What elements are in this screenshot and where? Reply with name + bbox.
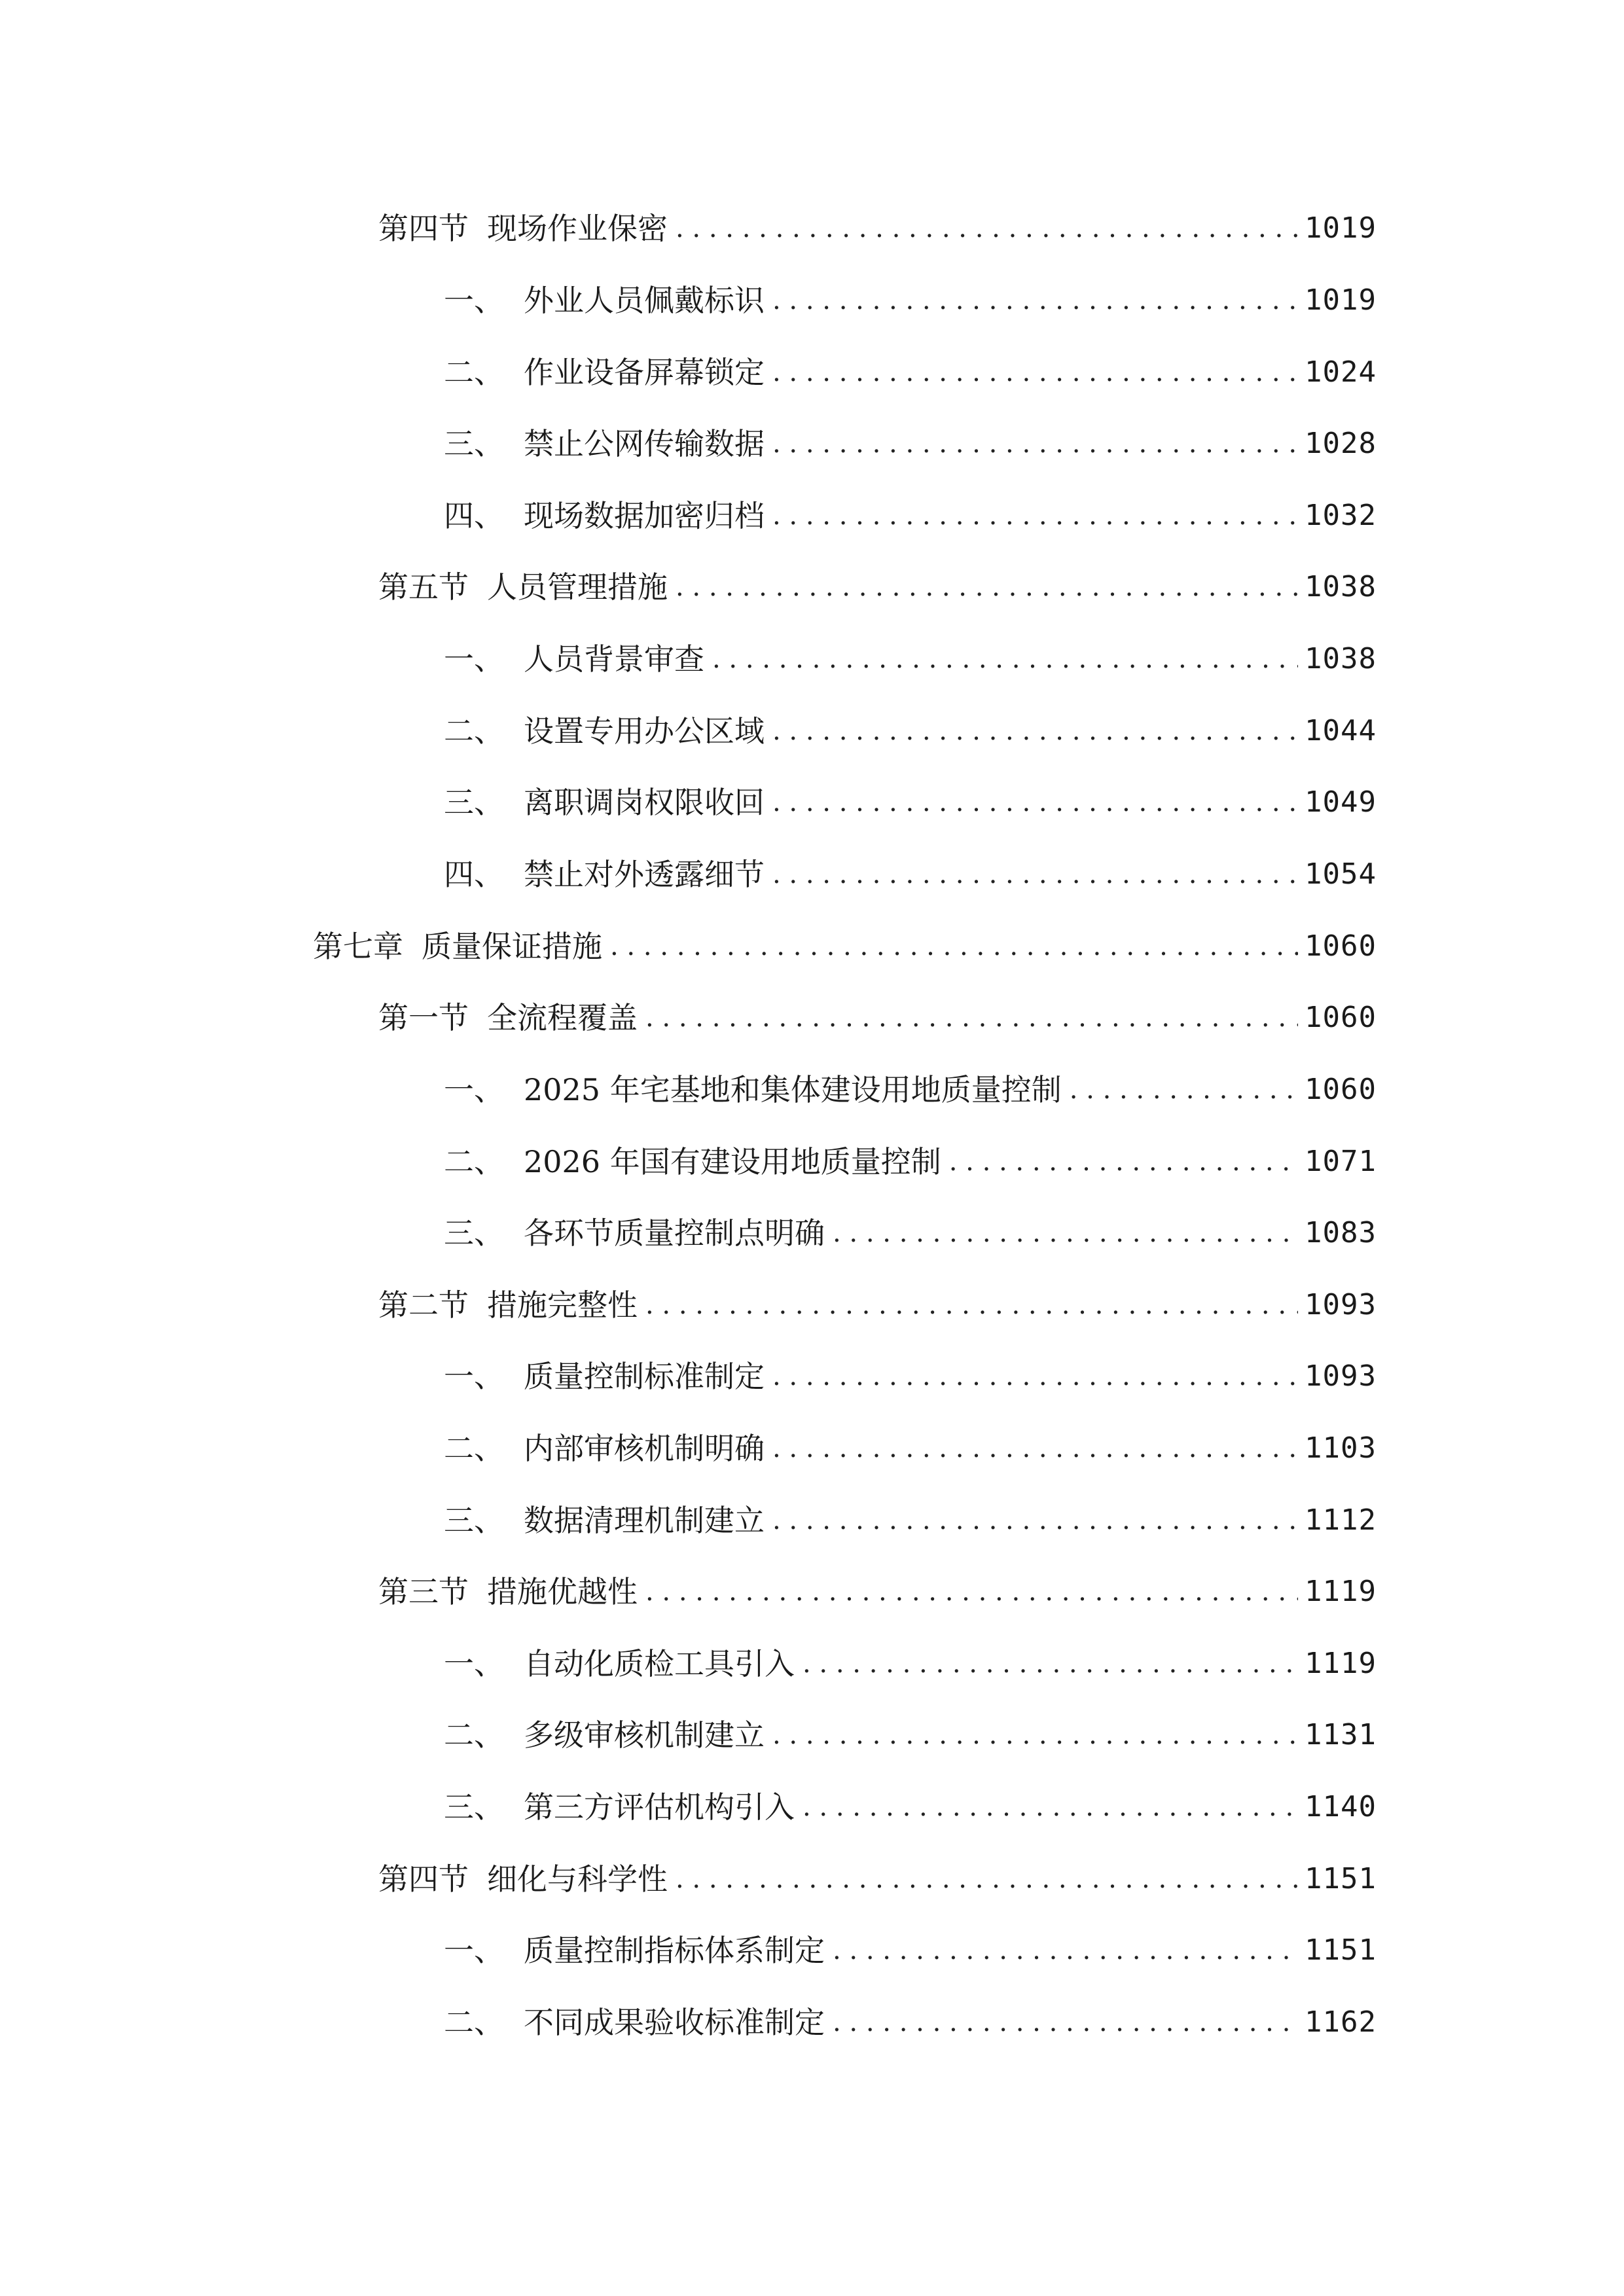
toc-entry[interactable] bbox=[313, 924, 1377, 969]
toc-dot-leader bbox=[676, 564, 1298, 610]
toc-entry-page: 1151 bbox=[1305, 1862, 1377, 1895]
toc-dot-leader bbox=[772, 278, 1298, 323]
toc-entry-page: 1038 bbox=[1305, 570, 1377, 603]
toc-entry[interactable] bbox=[444, 278, 1377, 323]
toc-dot-leader bbox=[803, 1784, 1298, 1830]
toc-entry-page: 1112 bbox=[1305, 1503, 1377, 1537]
toc-entry-page: 1103 bbox=[1305, 1431, 1377, 1465]
toc-entry-title: 人员管理措施 bbox=[487, 569, 668, 605]
toc-entry-number: 一、 bbox=[444, 1072, 504, 1107]
toc-dot-leader bbox=[712, 636, 1298, 682]
toc-entry[interactable] bbox=[378, 995, 1377, 1041]
toc-entry[interactable] bbox=[444, 1067, 1377, 1113]
toc-entry-title: 设置专用办公区域 bbox=[524, 713, 765, 749]
toc-entry[interactable] bbox=[444, 493, 1377, 539]
toc-entry-number: 三、 bbox=[444, 1215, 504, 1251]
toc-entry[interactable] bbox=[444, 1139, 1377, 1185]
toc-entry-number: 二、 bbox=[444, 355, 504, 390]
toc-entry-page: 1028 bbox=[1305, 427, 1377, 460]
toc-entry-number: 三、 bbox=[444, 426, 504, 461]
toc-entry-number: 一、 bbox=[444, 1359, 504, 1394]
toc-entry-title: 质量保证措施 bbox=[422, 929, 602, 964]
toc-entry-title: 离职调岗权限收回 bbox=[524, 785, 765, 820]
toc-dot-leader bbox=[676, 206, 1298, 251]
toc-entry[interactable] bbox=[444, 780, 1377, 825]
toc-dot-leader bbox=[772, 350, 1298, 395]
toc-dot-leader bbox=[645, 995, 1298, 1041]
toc-dot-leader bbox=[833, 1210, 1298, 1256]
toc-dot-leader bbox=[772, 493, 1298, 539]
toc-entry[interactable] bbox=[444, 1784, 1377, 1830]
toc-entry-title: 自动化质检工具引入 bbox=[524, 1646, 795, 1681]
toc-dot-leader bbox=[772, 708, 1298, 754]
toc-entry-title: 多级审核机制建立 bbox=[524, 1717, 765, 1753]
toc-entry-title: 措施优越性 bbox=[487, 1574, 638, 1609]
toc-entry-number: 四、 bbox=[444, 498, 504, 533]
toc-entry-page: 1093 bbox=[1305, 1359, 1377, 1393]
toc-entry-number: 四、 bbox=[444, 857, 504, 892]
toc-entry-title: 数据清理机制建立 bbox=[524, 1503, 765, 1538]
toc-entry-page: 1093 bbox=[1305, 1288, 1377, 1321]
toc-dot-leader bbox=[833, 1928, 1298, 1973]
toc-entry-number: 二、 bbox=[444, 1431, 504, 1466]
toc-entry-page: 1019 bbox=[1305, 211, 1377, 245]
toc-entry-number: 一、 bbox=[444, 641, 504, 677]
toc-entry[interactable] bbox=[444, 1641, 1377, 1687]
toc-entry-page: 1119 bbox=[1305, 1647, 1377, 1680]
toc-dot-leader bbox=[772, 852, 1298, 897]
toc-entry-page: 1060 bbox=[1305, 1001, 1377, 1034]
toc-entry-number: 三、 bbox=[444, 1503, 504, 1538]
toc-entry-page: 1151 bbox=[1305, 1933, 1377, 1967]
toc-entry-number: 第四节 bbox=[378, 211, 469, 246]
toc-entry-number: 第五节 bbox=[378, 569, 469, 605]
toc-entry-number: 三、 bbox=[444, 785, 504, 820]
toc-entry[interactable] bbox=[444, 852, 1377, 897]
toc-entry-title: 全流程覆盖 bbox=[487, 1000, 638, 1035]
toc-entry[interactable] bbox=[444, 1210, 1377, 1256]
toc-entry[interactable] bbox=[444, 350, 1377, 395]
toc-entry-page: 1119 bbox=[1305, 1575, 1377, 1608]
toc-entry[interactable] bbox=[444, 1928, 1377, 1973]
toc-entry-page: 1044 bbox=[1305, 714, 1377, 747]
toc-entry-number: 第三节 bbox=[378, 1574, 469, 1609]
toc-entry-number: 二、 bbox=[444, 1144, 504, 1179]
toc-dot-leader bbox=[803, 1641, 1298, 1687]
toc-entry-number: 一、 bbox=[444, 1646, 504, 1681]
toc-entry-number: 三、 bbox=[444, 1789, 504, 1825]
toc-entry-title: 现场数据加密归档 bbox=[524, 498, 765, 533]
toc-entry[interactable] bbox=[444, 636, 1377, 682]
toc-entry-title: 措施完整性 bbox=[487, 1287, 638, 1323]
toc-dot-leader bbox=[772, 1426, 1298, 1471]
toc-entry-page: 1140 bbox=[1305, 1790, 1377, 1823]
toc-entry-title: 质量控制指标体系制定 bbox=[524, 1933, 825, 1968]
toc-entry-number: 一、 bbox=[444, 283, 504, 318]
toc-entry[interactable] bbox=[444, 708, 1377, 754]
toc-entry[interactable] bbox=[444, 1354, 1377, 1399]
toc-entry-title: 现场作业保密 bbox=[487, 211, 668, 246]
toc-entry-page: 1060 bbox=[1305, 929, 1377, 963]
toc-entry-page: 1131 bbox=[1305, 1718, 1377, 1751]
toc-entry[interactable] bbox=[444, 1712, 1377, 1758]
toc-dot-leader bbox=[610, 924, 1298, 969]
toc-dot-leader bbox=[833, 2000, 1298, 2045]
toc-entry-page: 1162 bbox=[1305, 2005, 1377, 2039]
toc-dot-leader bbox=[772, 421, 1298, 467]
toc-entry-page: 1019 bbox=[1305, 283, 1377, 317]
toc-entry-number: 一、 bbox=[444, 1933, 504, 1968]
toc-dot-leader bbox=[772, 1712, 1298, 1758]
toc-entry-title: 2026 年国有建设用地质量控制 bbox=[524, 1144, 941, 1179]
toc-dot-leader bbox=[645, 1282, 1298, 1328]
toc-entry[interactable] bbox=[444, 421, 1377, 467]
toc-entry-page: 1071 bbox=[1305, 1145, 1377, 1178]
toc-entry-title: 外业人员佩戴标识 bbox=[524, 283, 765, 318]
toc-entry-page: 1032 bbox=[1305, 499, 1377, 532]
toc-entry-page: 1024 bbox=[1305, 355, 1377, 389]
toc-dot-leader bbox=[772, 1354, 1298, 1399]
toc-entry-number: 第一节 bbox=[378, 1000, 469, 1035]
toc-entry-number: 二、 bbox=[444, 2005, 504, 2040]
toc-entry-page: 1060 bbox=[1305, 1073, 1377, 1106]
toc-entry-title: 内部审核机制明确 bbox=[524, 1431, 765, 1466]
toc-entry-title: 作业设备屏幕锁定 bbox=[524, 355, 765, 390]
toc-entry-page: 1083 bbox=[1305, 1216, 1377, 1249]
toc-entry-page: 1038 bbox=[1305, 642, 1377, 675]
toc-entry-title: 人员背景审查 bbox=[524, 641, 704, 677]
toc-entry[interactable] bbox=[378, 564, 1377, 610]
toc-entry[interactable] bbox=[444, 1498, 1377, 1543]
toc-dot-leader bbox=[772, 780, 1298, 825]
toc-entry[interactable] bbox=[378, 1282, 1377, 1328]
toc-entry-title: 2025 年宅基地和集体建设用地质量控制 bbox=[524, 1072, 1062, 1107]
toc-dot-leader bbox=[676, 1856, 1298, 1902]
toc-entry-title: 禁止对外透露细节 bbox=[524, 857, 765, 892]
toc-entry[interactable] bbox=[378, 206, 1377, 251]
toc-entry-title: 不同成果验收标准制定 bbox=[524, 2005, 825, 2040]
toc-entry-number: 第四节 bbox=[378, 1861, 469, 1897]
toc-entry-number: 二、 bbox=[444, 1717, 504, 1753]
toc-entry-title: 第三方评估机构引入 bbox=[524, 1789, 795, 1825]
toc-dot-leader bbox=[772, 1498, 1298, 1543]
toc-entry-title: 禁止公网传输数据 bbox=[524, 426, 765, 461]
toc-entry-number: 第二节 bbox=[378, 1287, 469, 1323]
toc-dot-leader bbox=[1070, 1067, 1298, 1113]
toc-entry[interactable] bbox=[378, 1856, 1377, 1902]
toc-entry[interactable] bbox=[378, 1569, 1377, 1615]
toc-entry-page: 1049 bbox=[1305, 785, 1377, 819]
toc-entry-number: 第七章 bbox=[313, 929, 403, 964]
toc-dot-leader bbox=[645, 1569, 1298, 1615]
toc-entry-title: 各环节质量控制点明确 bbox=[524, 1215, 825, 1251]
toc-entry-title: 质量控制标准制定 bbox=[524, 1359, 765, 1394]
toc-entry-page: 1054 bbox=[1305, 857, 1377, 891]
toc-entry[interactable] bbox=[444, 1426, 1377, 1471]
toc-entry-number: 二、 bbox=[444, 713, 504, 749]
toc-entry[interactable] bbox=[444, 2000, 1377, 2045]
toc-dot-leader bbox=[949, 1139, 1298, 1185]
toc-entry-title: 细化与科学性 bbox=[487, 1861, 668, 1897]
